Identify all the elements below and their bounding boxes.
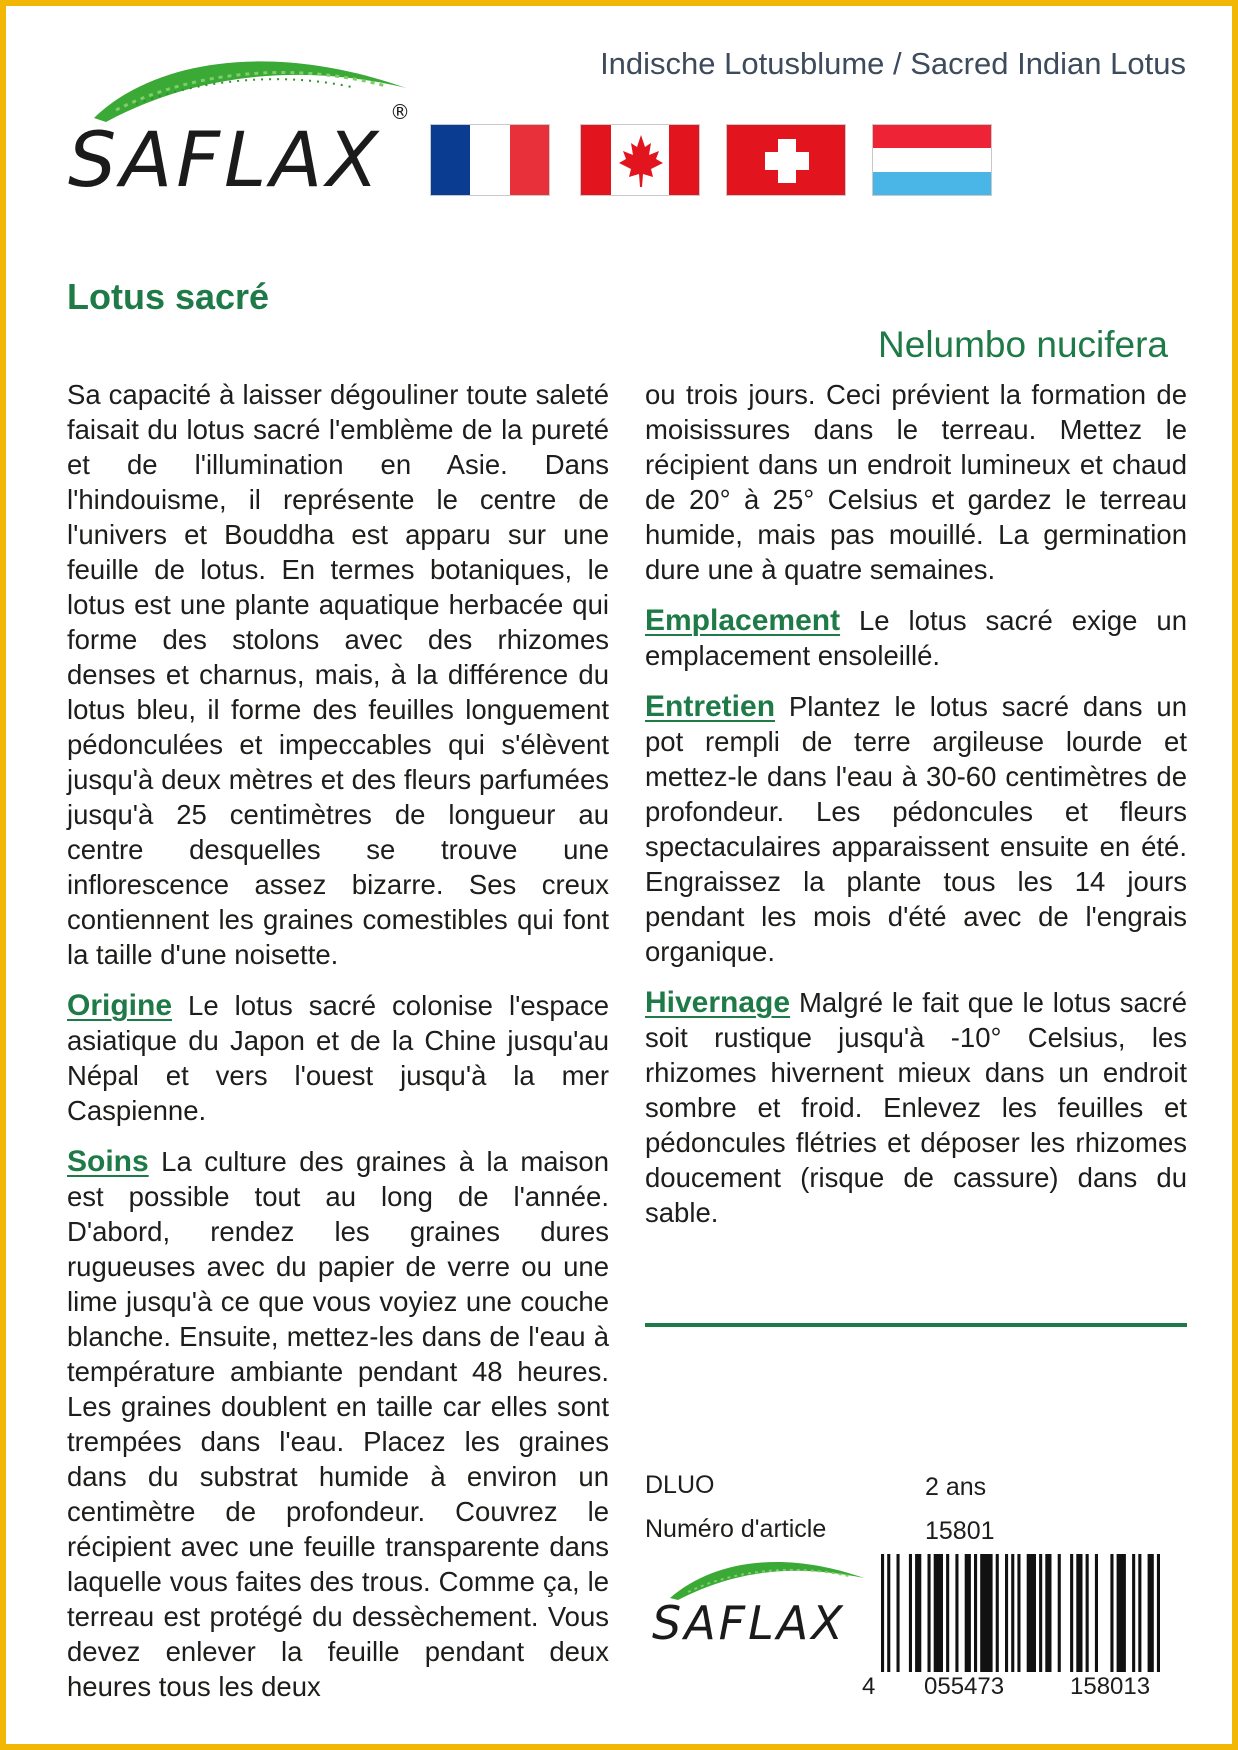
barcode-bar <box>974 1554 977 1672</box>
barcode-bar <box>887 1554 890 1672</box>
barcode-bar <box>980 1554 992 1672</box>
origine-heading: Origine <box>67 989 173 1022</box>
origine-text: Le lotus sacré colonise l'espace asiatique du Japon et de la Chine jusqu'au Népal et vers l'ouest jusqu'à la mer Caspienne. <box>67 990 610 1126</box>
soins-continued: ou trois jours. Ceci prévient la formation de moisissures dans le terreau. Mettez le récipient dans un endroit lumineux et chaud de 20° à 25° Celsius et gardez le terreau humide, mais pas mouillé. La germination dure une à quatre semaines. <box>645 379 1187 585</box>
barcode-group-left: 055473 <box>924 1673 1005 1700</box>
barcode-bar <box>1157 1554 1160 1672</box>
barcode-bar <box>1011 1554 1014 1672</box>
barcode-bar <box>1138 1554 1141 1672</box>
brand-name: SAFLAX <box>68 115 383 204</box>
entretien-heading: Entretien <box>645 690 776 723</box>
latin-name: Nelumbo nucifera <box>878 324 1168 365</box>
barcode-bar <box>1045 1554 1051 1672</box>
barcode-bar <box>1027 1554 1036 1672</box>
origine-paragraph <box>67 988 609 1128</box>
article-value: 15801 <box>925 1517 995 1545</box>
barcode-group-right: 158013 <box>1070 1673 1151 1700</box>
barcode-bar <box>1148 1554 1154 1672</box>
barcode-bar <box>1076 1554 1082 1672</box>
soins-paragraph <box>67 1144 609 1704</box>
flag-canada <box>580 124 700 196</box>
barcode-digit-first: 4 <box>862 1673 876 1700</box>
dluo-label: DLUO <box>645 1471 715 1499</box>
swiss-cross-icon <box>727 125 846 196</box>
brand-name-small: SAFLAX <box>652 1596 846 1650</box>
entretien-text: Plantez le lotus sacré dans un pot rempli de terre argileuse lourde et mettez-le dans l'eau à 30-60 centimètres de profondeur. Les pédoncules et fleurs spectaculaires apparaissent ensuite en été. Engraissez la plante tous les 14 jours pendant les mois d'été avec de l'engrais organique. <box>645 691 1188 967</box>
saflax-logo-small <box>646 1554 866 1664</box>
barcode-bar <box>1095 1554 1098 1672</box>
barcode-bar <box>881 1554 884 1672</box>
emplacement-text: Le lotus sacré exige un emplacement ensoleillé. <box>645 605 1187 671</box>
barcode-bar <box>928 1554 931 1672</box>
hivernage-text: Malgré le fait que le lotus sacré soit rustique jusqu'à -10° Celsius, les rhizomes hivernent mieux dans un endroit sombre et froid. Enlevez les feuilles et pédoncules flétries et déposer les rhizomes doucement (risque de cassure) dans du sable. <box>645 987 1188 1228</box>
flag-luxembourg <box>872 124 992 196</box>
soins-text: La culture des graines à la maison est possible tout au long de l'année. D'abord, rendez les graines dures rugueuses avec du papier de verre ou une lime jusqu'à ce que vous voyiez une couche blanche. Ensuite, mettez-les dans de l'eau à température ambiante pendant 48 heures. Les graines doublent en taille car elles sont trempées dans l'eau. Placez les graines dans du substrat humide à environ un centimètre de profondeur. Couvrez le récipient avec une feuille transparente dans laquelle vous faites des trous. Comme ça, le terreau est protégé du dessèchement. Vous devez enlever la feuille pendant deux heures tous les deux <box>67 1146 610 1702</box>
hivernage-heading: Hivernage <box>645 986 791 1019</box>
emplacement-heading: Emplacement <box>645 604 841 637</box>
barcode-bar <box>946 1554 949 1672</box>
barcode-bar <box>1005 1554 1008 1672</box>
entretien-paragraph <box>645 689 1187 969</box>
barcode-bar <box>1058 1554 1061 1672</box>
maple-leaf-icon <box>611 125 671 196</box>
barcode-bar <box>897 1554 900 1672</box>
header-title: Indische Lotusblume / Sacred Indian Lotus <box>600 46 1186 81</box>
barcode-bar <box>909 1554 912 1672</box>
divider-line <box>645 1323 1187 1327</box>
left-column <box>67 377 609 1720</box>
barcode-bar <box>1039 1554 1042 1672</box>
dluo-value: 2 ans <box>925 1473 987 1501</box>
right-column <box>645 377 1187 1246</box>
flag-france <box>430 124 550 196</box>
barcode-bar <box>1110 1554 1113 1672</box>
barcode-bar <box>1017 1554 1020 1672</box>
barcode-bar <box>965 1554 971 1672</box>
barcode-bar <box>1086 1554 1089 1672</box>
registered-mark: ® <box>390 100 410 124</box>
barcode-bar <box>1132 1554 1135 1672</box>
barcode-bar <box>915 1554 921 1672</box>
product-name: Lotus sacré <box>67 276 270 317</box>
article-label: Numéro d'article <box>645 1515 827 1543</box>
barcode-bar <box>996 1554 999 1672</box>
intro-paragraph: Sa capacité à laisser dégouliner toute saleté faisait du lotus sacré l'emblème de la pureté et de l'illumination en Asie. Dans l'hindouisme, il représente le centre de l'univers et Bouddha est apparu sur une feuille de lotus. En termes botaniques, le lotus est une plante aquatique herbacée qui forme des stolons avec des rhizomes denses et charnus, mais, à la différence du lotus bleu, il forme des feuilles longuement pédonculées et impeccables qui s'élèvent jusqu'à deux mètres et des fleurs parfumées jusqu'à 25 centimètres de longueur au centre desquelles se trouve une inflorescence assez bizarre. Ses creux contiennent les graines comestibles qui font la taille d'une noisette. <box>67 379 609 970</box>
soins-heading: Soins <box>67 1145 149 1178</box>
emplacement-paragraph <box>645 603 1187 673</box>
saflax-logo <box>68 48 428 208</box>
barcode-bar <box>955 1554 958 1672</box>
hivernage-paragraph <box>645 985 1187 1230</box>
barcode-bar <box>1070 1554 1073 1672</box>
flag-switzerland <box>726 124 846 196</box>
barcode-bar <box>934 1554 943 1672</box>
barcode-bar <box>1117 1554 1126 1672</box>
